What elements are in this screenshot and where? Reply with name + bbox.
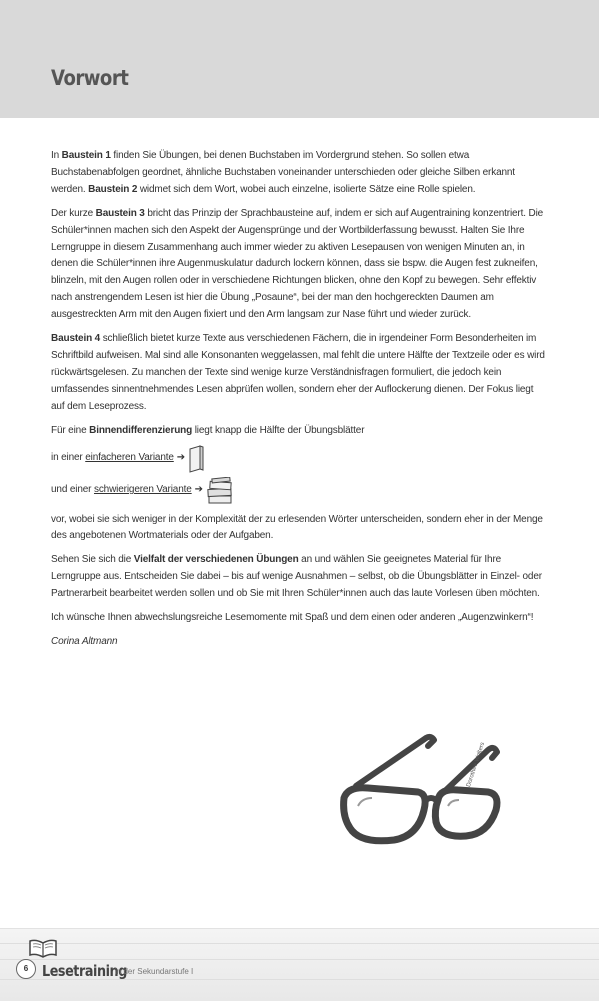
bold-term: Baustein 4 bbox=[51, 333, 101, 345]
paragraph-1 bbox=[51, 148, 549, 199]
glasses-illustration bbox=[338, 728, 502, 852]
text: bricht das Prinzip der Sprachbausteine auf, indem er sich auf Augentraining konzentriert. Die Schüler*innen machen sich den Aspekt der Augensprünge und der Wortbilderfassung bewusst. Halten Sie Ihre Lerngruppe in diesem Zusammenhang auch immer wieder zu aktiven Lesepausen von wenigen Minuten an, in denen die Schüler*innen ihre Augenmuskulatur dadurch lockern können, dass sie bspw. die Augen fest zukneifen, blinzeln, mit den Augen rollen oder in verschiedene Richtungen blicken, ohne den Kopf zu bewegen. Sehr effektiv nach anstrengendem Lesen ist hier die Übung „Posaune“, bei der man den hochgereckten Daumen am ausgestreckten Arm mit den Augen fixiert und den Arm langsam zur Nase führt und wieder zurück. bbox=[51, 207, 544, 321]
text: Der kurze bbox=[51, 207, 96, 219]
book-stack-icon bbox=[205, 477, 235, 505]
page-title: Vorwort bbox=[51, 66, 129, 90]
paragraph-2 bbox=[51, 206, 549, 324]
footer-brand-subtitle: in der Sekundarstufe I bbox=[115, 967, 194, 976]
text: schließlich bietet kurze Texte aus verschiedenen Fächern, die in irgendeiner Form Besonderheiten im Schriftbild aufweisen. Mal sind alle Konsonanten weggelassen, mal fehlt die untere Hälfte der Textzeile oder es wird rückwärtsgelesen. Zu manchen der Texte sind wenige kurze Verständnisfragen formuliert, die jedoch kein umfassendes sinnentnehmendes Lesen abprüfen wollen, sondern eher der Auflockerung dienen. Der Fokus liegt auf dem Leseprozess. bbox=[51, 333, 545, 412]
paragraph-4 bbox=[51, 423, 549, 440]
text: liegt knapp die Hälfte der Übungsblätter bbox=[192, 424, 365, 436]
signature: Corina Altmann bbox=[51, 635, 118, 647]
text: finden Sie Übungen, bei denen Buchstaben im Vordergrund stehen. So sollen etwa Buchstabenabfolgen geordnet, ähnliche Buchstaben voneinander unterschieden oder gleiche Silben erkannt werden. bbox=[51, 150, 515, 195]
text: Sehen Sie sich die bbox=[51, 554, 134, 566]
illustration-credit: Dorothee Wolters bbox=[466, 741, 487, 788]
bold-term: Baustein 1 bbox=[61, 150, 111, 161]
arrow-icon: ➔ bbox=[194, 484, 203, 496]
paragraph-5 bbox=[51, 512, 549, 546]
footer-grain bbox=[0, 943, 599, 944]
text: in einer bbox=[51, 452, 86, 464]
text: Ich wünsche Ihnen abwechslungsreiche Lesemomente mit Spaß und dem einen oder anderen „Augenzwinkern“! bbox=[51, 612, 534, 624]
easy-variant-label: einfacheren Variante bbox=[85, 452, 174, 464]
main-text bbox=[51, 148, 549, 658]
page-number: 6 bbox=[16, 959, 36, 979]
text: Für eine bbox=[51, 424, 90, 436]
text: widmet sich dem Wort, wobei auch einzelne, isolierte Sätze eine Rolle spielen. bbox=[137, 183, 476, 195]
paragraph-3 bbox=[51, 331, 549, 416]
footer-brand: Lesetraining bbox=[42, 962, 127, 980]
text: an und wählen Sie geeignetes Material für Ihre Lerngruppe aus. Entscheiden Sie dabei – bis auf wenige Ausnahmen – selbst, ob die Übungsblätter in Einzel- oder Partnerarbeit bearbeitet werden sollen und ob Sie mit Ihren Schüler*innen auch das laute Vorlesen üben möchten. bbox=[51, 554, 542, 600]
header-band bbox=[0, 0, 599, 118]
bold-term: Vielfalt der verschiedenen Übungen bbox=[133, 554, 299, 566]
paragraph-7 bbox=[51, 610, 549, 627]
bold-term: Baustein 3 bbox=[95, 207, 145, 219]
arrow-icon: ➔ bbox=[176, 452, 186, 464]
hard-variant-line bbox=[51, 476, 549, 506]
text: und einer bbox=[51, 484, 94, 496]
paragraph-6 bbox=[51, 552, 549, 603]
bold-term: Binnendifferenzierung bbox=[89, 424, 193, 436]
easy-variant-line bbox=[51, 444, 549, 474]
footer-grain bbox=[0, 959, 599, 960]
single-book-icon bbox=[187, 445, 205, 473]
bold-term: Baustein 2 bbox=[88, 183, 138, 195]
open-book-icon bbox=[28, 937, 58, 959]
text: vor, wobei sie sich weniger in der Komplexität der zu erlesenden Wörter unterscheiden, sondern eher in der Menge des angebotenen Wortmaterials oder der Aufgaben. bbox=[51, 513, 543, 542]
text: In bbox=[51, 150, 62, 161]
hard-variant-label: schwierigeren Variante bbox=[93, 484, 192, 496]
